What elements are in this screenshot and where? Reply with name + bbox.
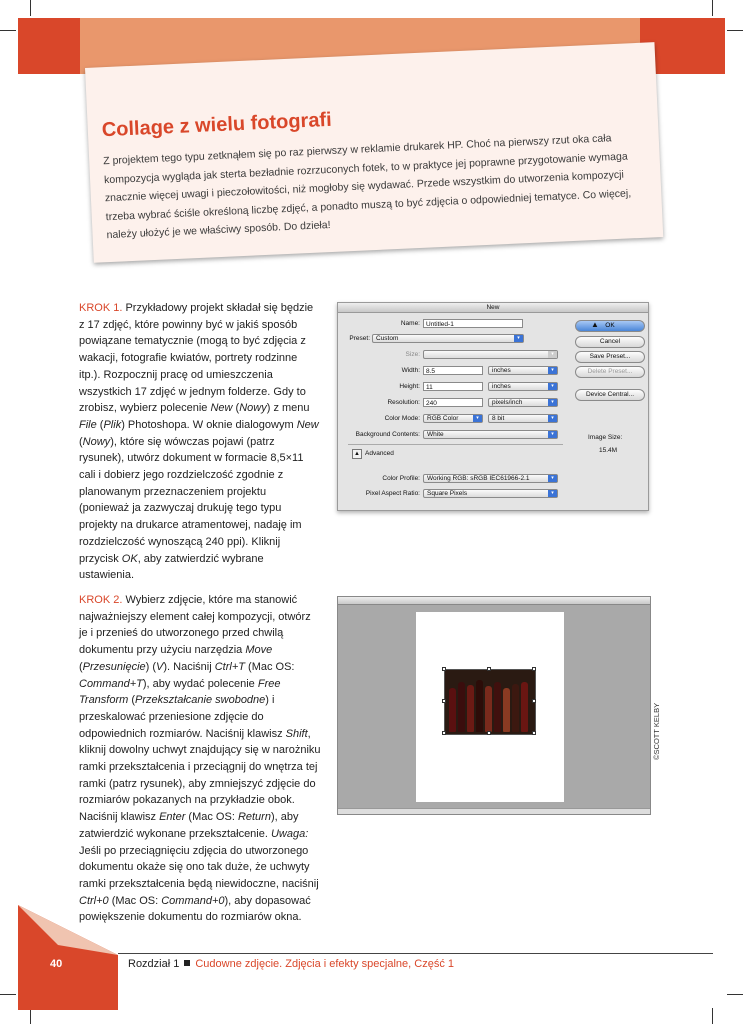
delete-preset-button: Delete Preset... (575, 366, 645, 378)
bit-depth-select (488, 414, 558, 423)
advanced-divider (348, 444, 563, 445)
bottle (503, 688, 510, 732)
intro-text: Z projektem tego typu zetknąłem się po raz pierwszy w reklamie drukarek HP. Choć na pierwszy rzut oka cała kompozycja wygląda jak sterta bezładnie rozrzuconych fotek, to w praktyce jej poprawne przygotowanie wymaga znacznie więcej uwagi i pieczołowitości, niż mogłoby się wydawać. Przede wszystkim do utworzenia kompozycji trzeba wybrać ściśle określoną liczbę zdjęć, a ponadto muszą to być zdjęcia o odpowiedniej tematyce. Co więcej, należy ułożyć je we właściwy sposób. Do dzieła! (102, 132, 632, 242)
mouse-cursor-icon: ▲ (591, 320, 599, 329)
crop-mark (727, 994, 743, 995)
crop-mark (0, 994, 16, 995)
transform-handle (487, 731, 491, 735)
new-dialog-figure (337, 302, 649, 511)
step-text: Nowy (82, 435, 111, 448)
step-text: ). Naciśnij (163, 660, 215, 673)
step-1-label: KROK 1. (79, 302, 123, 314)
preset-label: Preset: (349, 335, 370, 342)
step-text: , kliknij dowolny uchwyt znajdujący się w narożniku ramki przekształcenia i przeciągnij do wnętrza tej ramki (patrz rysunek), aby zmniejszyć zdjęcie do rozmiarów pokazanych na przykładzie obok. Naciśnij klawisz (79, 727, 321, 824)
bottle (467, 685, 474, 732)
pixel-aspect-select (423, 489, 558, 498)
resolution-field: 240 (423, 398, 483, 407)
transform-handle (487, 667, 491, 671)
chevron-down-icon: ▾ (548, 415, 557, 422)
name-field: Untitled-1 (423, 319, 523, 328)
document-window-figure (337, 596, 651, 815)
step-text: Przekształcanie swobodne (135, 694, 266, 707)
step-text: ), aby wydać polecenie (142, 677, 258, 690)
disclosure-triangle-icon: ▲ (352, 449, 362, 459)
color-profile-value: Working RGB: sRGB IEC61966-2.1 (427, 475, 530, 482)
footer-chapter: Rozdział 1 (128, 958, 180, 970)
square-bullet-icon (184, 960, 190, 966)
crop-mark (712, 0, 713, 16)
transform-handle (442, 731, 446, 735)
ok-button: OK (575, 320, 645, 332)
transform-handle (532, 699, 536, 703)
pixel-aspect-label: Pixel Aspect Ratio: (365, 490, 420, 497)
bottle (521, 682, 528, 732)
step-text: ( (96, 418, 104, 431)
page-corner-graphic (18, 905, 118, 1010)
bottle (476, 680, 483, 732)
cancel-button: Cancel (575, 336, 645, 348)
footer-section: Cudowne zdjęcie. Zdjęcia i efekty specjalne, Część 1 (195, 958, 454, 970)
resolution-label: Resolution: (387, 399, 420, 406)
advanced-label: Advanced (365, 450, 394, 457)
resolution-unit-select (488, 398, 558, 407)
photo-credit: ©SCOTT KELBY (652, 702, 661, 760)
step-text: ), które się wówczas pojawi (patrz rysunek), utwórz dokument w formacie 8,5×11 cali i dobierz jego rozdzielczość zgodnie z planowanym przeznaczeniem projektu (ponieważ ja zazwyczaj drukuję tego typu projekty na drukarce atramentowej, nadaję im rozdzielczość wynoszącą 240 ppi). Kliknij przycisk (79, 435, 304, 565)
preset-select (372, 334, 524, 343)
step-text: Plik (103, 418, 122, 431)
wine-bottles-photo (444, 669, 536, 735)
step-text: Shift (285, 727, 308, 740)
chevron-down-icon: ▾ (548, 475, 557, 482)
page-number: 40 (50, 958, 63, 970)
bottle (449, 688, 456, 732)
step-2-label: KROK 2. (79, 594, 123, 606)
color-profile-label: Color Profile: (382, 475, 420, 482)
color-profile-select (423, 474, 558, 483)
step-text: ) i przeskalować przeniesione zdjęcie do odpowiednich rozmiarów. Naciśnij klawisz (79, 694, 286, 740)
crop-mark (727, 30, 743, 31)
step-1-text (79, 300, 319, 584)
step-text: Ctrl+T (214, 660, 245, 673)
step-text: ) ( (145, 660, 157, 673)
intro-card (85, 42, 663, 263)
transform-handle (532, 731, 536, 735)
color-mode-select (423, 414, 483, 423)
step-text: Ctrl+0 (79, 894, 109, 907)
step-text: ) z menu (266, 402, 310, 415)
crop-mark (30, 0, 31, 16)
background-value: White (427, 431, 444, 438)
chevron-down-icon: ▾ (548, 367, 557, 374)
size-select (423, 350, 558, 359)
color-mode-label: Color Mode: (384, 415, 420, 422)
page-title: Collage z wielu fotografi (101, 108, 333, 142)
step-text: File (79, 418, 97, 431)
step-text: Przykładowy projekt składał się będzie z 17 zdjęć, które powinny być w jakiś sposób powiązane tematycznie (mogą to być zdjęcia z wakacji, fotografie kwiatów, portrety rodzinne itp.). Rozpocznij pracę od umieszczenia wszystkich 17 zdjęć w jednym folderze. Gdy to zrobisz, wybierz polecenie (79, 302, 314, 415)
step-text: ), aby dopasować powiększenie dokumentu do rozmiarów okna. (79, 894, 311, 924)
image-size-value: 15.4M (599, 447, 618, 454)
pixel-aspect-value: Square Pixels (427, 490, 468, 497)
image-size-label: Image Size: (588, 434, 623, 441)
step-text: OK (121, 552, 138, 565)
transform-handle (532, 667, 536, 671)
dialog-title: New (338, 303, 648, 313)
width-field: 8.5 (423, 366, 483, 375)
color-mode-value: RGB Color (427, 415, 459, 422)
step-text: ( (232, 402, 240, 415)
background-select (423, 430, 558, 439)
chevron-down-icon: ▾ (548, 351, 557, 358)
bottle (512, 684, 519, 732)
step-text: Przesunięcie (82, 660, 146, 673)
step-text: (Mac OS: (108, 894, 162, 907)
chevron-down-icon: ▾ (548, 383, 557, 390)
bottle (494, 682, 501, 732)
size-label: Size: (405, 351, 420, 358)
step-text: Free Transform (79, 677, 281, 707)
chevron-down-icon: ▾ (473, 415, 482, 422)
width-unit-select (488, 366, 558, 375)
step-text: Nowy (239, 402, 267, 415)
step-text: (Mac OS: (244, 660, 295, 673)
save-preset-button: Save Preset... (575, 351, 645, 363)
step-text: ( (79, 660, 83, 673)
transform-handle (442, 667, 446, 671)
step-text: ), aby zatwierdzić wykonane przekształcenie. (79, 811, 299, 840)
step-text: ) Photoshopa. W oknie dialogowym (121, 418, 297, 431)
bottle (485, 686, 492, 732)
document-canvas (416, 612, 564, 802)
step-text: V (156, 660, 164, 673)
step-text: Command+0 (161, 894, 225, 907)
resolution-unit: pixels/inch (492, 399, 523, 406)
step-text: , aby zatwierdzić wybrane ustawienia. (79, 552, 264, 582)
height-unit: inches (492, 383, 511, 390)
preset-value: Custom (376, 335, 399, 342)
step-text: Uwaga: (270, 827, 309, 840)
chevron-down-icon: ▾ (548, 490, 557, 497)
window-status-bar (338, 808, 650, 814)
footer-rule (118, 953, 713, 954)
step-text: Wybierz zdjęcie, które ma stanowić najważniejszy element całej kompozycji, otwórz je i przenieś do utworzonego przed chwilą dokumentu przy użyciu narzędzia (79, 594, 311, 657)
step-text: Move (245, 644, 273, 657)
step-text: Return (237, 811, 271, 824)
step-text: Jeśli po przeciągnięciu zdjęcia do utworzonego dokumentu okaże się ono tak duże, że uchwyty ramki przekształcenia będą niewidoczne, naciśnij (79, 844, 319, 890)
chevron-down-icon: ▾ (548, 431, 557, 438)
step-text: ( (128, 694, 136, 707)
name-label: Name: (400, 320, 420, 327)
step-2-text (79, 592, 321, 926)
height-label: Height: (399, 383, 420, 390)
height-field: 11 (423, 382, 483, 391)
step-text: New (210, 402, 233, 415)
transform-handle (442, 699, 446, 703)
device-central-button: Device Central... (575, 389, 645, 401)
crop-mark (30, 1008, 31, 1024)
crop-mark (0, 30, 16, 31)
window-title-bar (338, 597, 650, 605)
chevron-down-icon: ▾ (548, 399, 557, 406)
width-label: Width: (401, 367, 420, 374)
step-text: New (296, 418, 319, 431)
footer-running-head (128, 958, 454, 970)
step-text: Command+T (79, 677, 143, 690)
crop-mark (712, 1008, 713, 1024)
chevron-down-icon: ▾ (514, 335, 523, 342)
step-text: Enter (159, 811, 186, 824)
step-text: (Mac OS: (185, 811, 238, 824)
width-unit: inches (492, 367, 511, 374)
step-text: ( (79, 435, 83, 448)
background-label: Background Contents: (355, 431, 420, 438)
bottle (458, 682, 465, 732)
height-unit-select (488, 382, 558, 391)
bit-depth-value: 8 bit (492, 415, 505, 422)
